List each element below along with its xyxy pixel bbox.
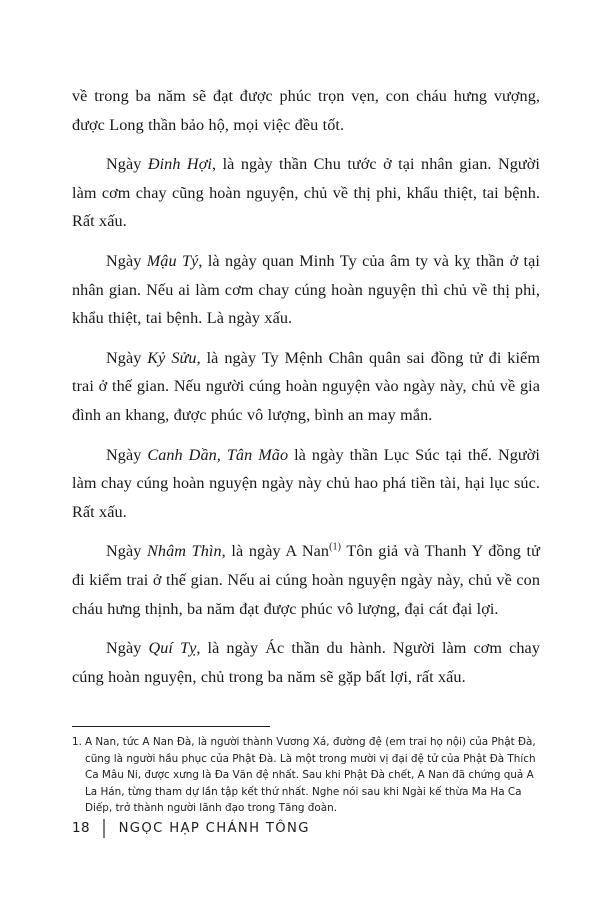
footnote-separator-rule: [72, 726, 270, 727]
footer-divider: [103, 819, 105, 838]
text-run: , là ngày Ác thần du hành. Người làm cơm chay cúng hoàn nguyện, chủ trong ba năm sẽ gặp bất lợi, rất xấu.: [72, 639, 540, 686]
page-footer: [72, 816, 310, 840]
text-run: là ngày thần Lục Súc tại thế. Người làm chay cúng hoàn nguyện ngày này chủ hao phá tiền tài, hại lục súc. Rất xấu.: [72, 445, 540, 521]
body-text-block: [72, 82, 540, 691]
paragraph: [72, 537, 540, 623]
text-run: , là ngày quan Minh Ty của âm ty và kỵ thần ở tại nhân gian. Nếu ai làm cơm chay cúng hoàn nguyện thì chủ về thị phi, khẩu thiệt, tai bệnh. Là ngày xấu.: [72, 251, 540, 328]
paragraph: [72, 82, 540, 139]
footnote-marker: 1.: [72, 736, 82, 748]
day-name-italic: Mậu Tý: [146, 251, 199, 270]
footnote-text: A Nan, tức A Nan Đà, là người thành Vương Xá, đường đệ (em trai họ nội) của Phật Đà, cũng là người hầu phục của Phật Đà. Là một trong mười vị đại đệ tử của Phật Đà Thích Ca Mâu Ni, được xưng là Đa Văn đệ nhất. Sau khi Phật Đà chết, A Nan đã chứng quả A La Hán, từng tham dự lần tập kết thứ nhất. Nghe nói sau khi Ngài kế thừa Ma Ha Ca Diếp, trở thành người lãnh đạo trong Tăng đoàn.: [85, 736, 536, 815]
text-run: Ngày: [106, 348, 148, 367]
text-run: , là ngày A Nan: [221, 542, 330, 561]
text-run: Ngày: [106, 542, 148, 561]
text-run: Ngày: [106, 251, 147, 270]
text-run: , là ngày Ty Mệnh Chân quân sai đồng tử đi kiểm trai ở thế gian. Nếu người cúng hoàn nguyện vào ngày này, chủ về gia đình an khang, được phúc vô lượng, bình an may mắn.: [72, 348, 540, 424]
footnote-list: [72, 734, 540, 817]
day-name-italic: Kỷ Sửu: [147, 348, 197, 367]
text-run: Tôn giả và Thanh Y đồng tử đi kiểm trai ở thế gian. Nếu ai cúng hoàn nguyện ngày này, chủ về con cháu hưng thịnh, ba năm đạt được phúc vô lượng, đại cát đại lợi.: [72, 542, 540, 618]
page-number: 18: [72, 820, 90, 836]
day-name-italic: Nhâm Thìn: [147, 542, 222, 561]
text-run: Ngày: [106, 445, 148, 464]
paragraph: [72, 441, 540, 527]
paragraph: [72, 344, 540, 430]
paragraph: [72, 150, 540, 236]
paragraph: [72, 634, 540, 691]
text-run: , là ngày thần Chu tước ở tại nhân gian. Người làm cơm chay cũng hoàn nguyện, chủ về thị phi, khẩu thiệt, tai bệnh. Rất xấu.: [72, 155, 540, 231]
day-name-italic: Quí Tỵ: [148, 639, 197, 658]
paragraph: [72, 247, 540, 333]
footnote-item: [72, 734, 540, 817]
running-title: NGỌC HẠP CHÁNH TÔNG: [118, 820, 310, 836]
text-run: Ngày: [106, 639, 149, 658]
day-name-italic: Canh Dần, Tân Mão: [147, 445, 289, 464]
text-run: Ngày: [106, 155, 148, 174]
footnote-area: [72, 726, 540, 817]
day-name-italic: Đinh Hợi: [147, 155, 213, 174]
footnote-reference[interactable]: (1): [329, 541, 342, 553]
text-run: về trong ba năm sẽ đạt được phúc trọn vẹn, con cháu hưng vượng, được Long thần bảo hộ, mọi việc đều tốt.: [72, 87, 540, 134]
